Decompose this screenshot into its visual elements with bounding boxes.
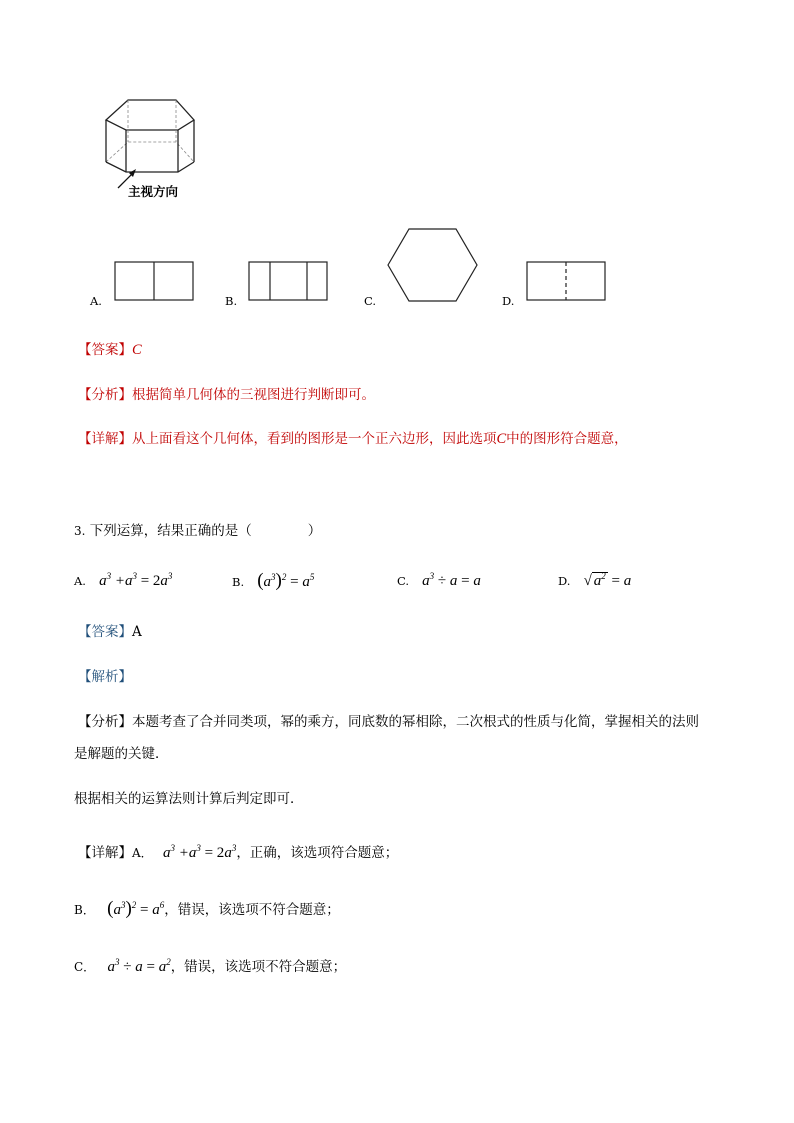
q2-detail-text-before: 从上面看这个几何体，看到的图形是一个正六边形，因此选项 xyxy=(132,431,497,447)
hexagonal-prism-figure xyxy=(96,92,206,192)
q3-option-a: A. $a^3 +a^3 = 2a^3$ xyxy=(74,571,173,589)
q2-option-d-figure xyxy=(526,260,608,304)
q2-detail-text-after: 中的图形符合题意， xyxy=(506,431,628,447)
q2-detail-option: C xyxy=(496,431,507,447)
q3-method: 根据相关的运算法则计算后判定即可． xyxy=(74,791,304,807)
q3-option-a-label: A. xyxy=(74,574,86,588)
q2-option-b-figure xyxy=(248,260,330,304)
q2-option-a-figure xyxy=(114,260,196,304)
q2-option-a-label: A. xyxy=(90,294,102,308)
prism-hidden-edges xyxy=(106,142,194,162)
q2-detail-tag: 【详解】 xyxy=(78,431,132,447)
q3-detail-b: B． $(a^3)^2 = a^6$，错误，该选项不符合题意； xyxy=(74,898,340,919)
q2-detail xyxy=(78,429,628,449)
q3-stem-text: 下列运算，结果正确的是（ xyxy=(89,523,252,539)
q3-option-b-label: B. xyxy=(232,575,245,589)
q3-answer-value: A xyxy=(132,624,142,640)
q3-stem-end: ） xyxy=(307,523,322,539)
q3-option-c: C. $a^3 \div a = a$ xyxy=(397,571,481,589)
q3-detail-tag: 【详解】 xyxy=(78,845,132,861)
q2-option-c-label: C. xyxy=(364,294,377,308)
q3-detail-b-label: B． xyxy=(74,903,95,917)
prism-bottom-edges xyxy=(106,162,194,172)
q3-jiexi: 【解析】 xyxy=(78,669,132,685)
q3-detail-c-label: C． xyxy=(74,960,96,974)
q2-answer-tag: 【答案】 xyxy=(78,342,132,358)
q2-option-c-figure xyxy=(386,226,480,306)
q3-answer xyxy=(78,622,142,642)
q2-option-b-label: B. xyxy=(225,294,238,308)
q3-analysis-line2: 是解题的关键． xyxy=(74,746,169,762)
q2-analysis-text: 根据简单几何体的三视图进行判断即可。 xyxy=(132,387,375,403)
q2-answer xyxy=(78,340,142,360)
q3-option-c-label: C. xyxy=(397,574,410,588)
q3-answer-tag: 【答案】 xyxy=(78,624,132,640)
q3-analysis-tag: 【分析】 xyxy=(78,714,132,730)
q3-detail-a: 【详解】A． $a^3 +a^3 = 2a^3$，正确，该选项符合题意； xyxy=(78,843,399,861)
q3-option-b: B. $(a^3)^2 = a^5$ xyxy=(232,570,315,591)
prism-top-face xyxy=(106,100,194,130)
q3-stem xyxy=(74,521,321,541)
q3-analysis-text1: 本题考查了合并同类项，幂的乘方，同底数的幂相除，二次根式的性质与化简，掌握相关的法则 xyxy=(132,714,699,730)
q3-detail-a-label: A． xyxy=(132,846,153,860)
q2-analysis xyxy=(78,385,375,405)
q2-option-d-label: D. xyxy=(502,294,515,308)
q3-detail-a-comment: ，正确，该选项符合题意； xyxy=(236,845,399,861)
q2-analysis-tag: 【分析】 xyxy=(78,387,132,403)
q3-number: 3. xyxy=(74,524,86,538)
q2-answer-value: C xyxy=(132,342,142,358)
q3-detail-c: C． $a^3 \div a = a^2$，错误，该选项不符合题意； xyxy=(74,957,347,975)
q3-detail-b-comment: ，错误，该选项不符合题意； xyxy=(164,902,340,918)
q3-option-d: D. √ $a^2 = a$ xyxy=(558,571,632,589)
q3-analysis-line1 xyxy=(78,712,699,732)
q3-option-d-label: D. xyxy=(558,574,571,588)
view-direction-caption: 主视方向 xyxy=(128,184,179,199)
q3-detail-c-comment: ，错误，该选项不符合题意； xyxy=(170,959,347,975)
